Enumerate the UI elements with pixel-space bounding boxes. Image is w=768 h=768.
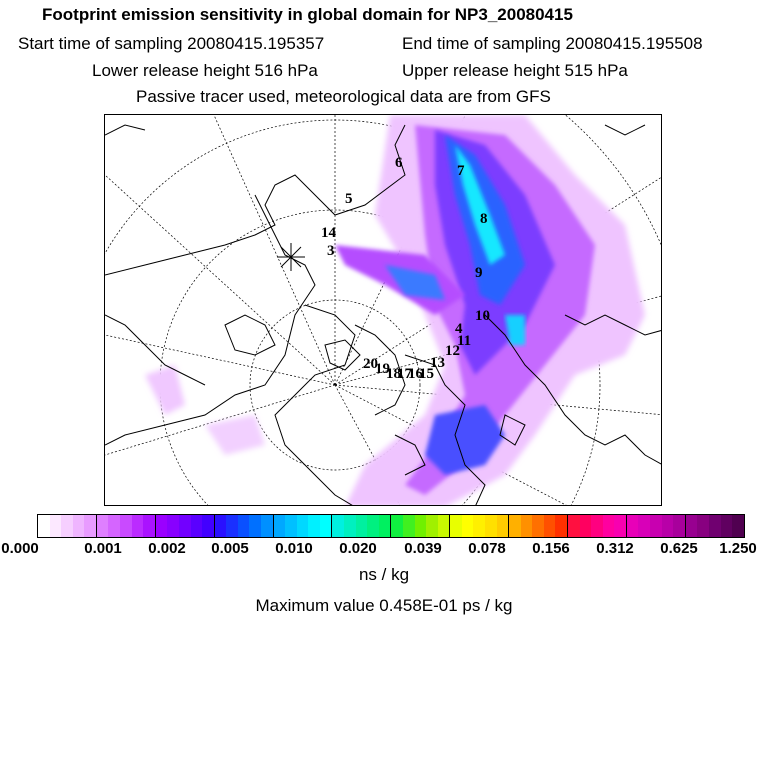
trajectory-label: 8 <box>480 211 488 227</box>
colorbar-swatch <box>261 515 274 537</box>
colorbar-tick-label: 0.625 <box>660 540 698 557</box>
colorbar-swatch <box>438 515 451 537</box>
colorbar-swatch <box>650 515 662 537</box>
colorbar-swatch <box>391 515 403 537</box>
trajectory-label: 15 <box>419 366 434 382</box>
colorbar-tick-label: 0.078 <box>468 540 506 557</box>
footprint-map <box>104 114 662 506</box>
trajectory-label: 16 <box>408 366 423 382</box>
colorbar-swatch <box>308 515 320 537</box>
colorbar-swatch <box>521 515 533 537</box>
trajectory-label: 12 <box>445 343 460 359</box>
colorbar-unit: ns / kg <box>358 565 410 584</box>
colorbar-swatch <box>568 515 580 537</box>
trajectory-label: 5 <box>345 191 353 207</box>
colorbar-tick-label: 0.005 <box>211 540 249 557</box>
colorbar-tick-label: 0.156 <box>532 540 570 557</box>
colorbar-swatch <box>544 515 556 537</box>
trajectory-label: 10 <box>475 308 490 324</box>
colorbar-swatch <box>662 515 674 537</box>
colorbar-swatch <box>673 515 686 537</box>
colorbar-tick-label: 0.312 <box>596 540 634 557</box>
trajectory-label: 19 <box>375 361 390 377</box>
colorbar-swatch <box>379 515 392 537</box>
trajectory-label: 17 <box>397 366 412 382</box>
trajectory-label: 4 <box>455 321 463 337</box>
colorbar-tick-label: 1.250 <box>719 540 757 557</box>
lower-height-label: Lower release height 516 hPa <box>92 61 318 80</box>
colorbar-swatch <box>332 515 344 537</box>
trajectory-label: 13 <box>430 355 445 371</box>
colorbar-swatch <box>462 515 474 537</box>
start-time-label: Start time of sampling 20080415.195357 <box>18 34 325 53</box>
colorbar-swatch <box>532 515 544 537</box>
colorbar-swatch <box>285 515 297 537</box>
trajectory-label: 20 <box>363 356 378 372</box>
colorbar-swatch <box>686 515 698 537</box>
colorbar-swatch <box>450 515 462 537</box>
colorbar-swatch <box>167 515 179 537</box>
colorbar-swatch <box>73 515 85 537</box>
tracer-note: Passive tracer used, meteorological data are from GFS <box>136 87 551 106</box>
colorbar <box>37 514 745 538</box>
colorbar-tick-label: 0.010 <box>275 540 313 557</box>
colorbar-swatch <box>591 515 603 537</box>
colorbar-swatch <box>38 515 50 537</box>
colorbar-tick-label: 0.039 <box>404 540 442 557</box>
trajectory-label: 9 <box>475 265 483 281</box>
colorbar-swatch <box>697 515 709 537</box>
colorbar-swatch <box>603 515 615 537</box>
colorbar-swatch <box>473 515 485 537</box>
colorbar-swatch <box>179 515 191 537</box>
upper-height-label: Upper release height 515 hPa <box>402 61 628 80</box>
trajectory-label: 14 <box>321 225 336 241</box>
colorbar-swatch <box>238 515 250 537</box>
trajectory-label: 18 <box>386 366 401 382</box>
colorbar-swatch <box>320 515 333 537</box>
colorbar-swatch <box>580 515 592 537</box>
colorbar-swatch <box>709 515 721 537</box>
colorbar-swatch <box>497 515 510 537</box>
colorbar-swatch <box>249 515 261 537</box>
colorbar-swatch <box>485 515 497 537</box>
colorbar-swatch <box>297 515 309 537</box>
colorbar-swatch <box>143 515 156 537</box>
colorbar-swatch <box>509 515 521 537</box>
colorbar-swatch <box>403 515 415 537</box>
colorbar-tick-label: 0.002 <box>148 540 186 557</box>
colorbar-swatch <box>84 515 97 537</box>
colorbar-swatch <box>426 515 438 537</box>
trajectory-label: 6 <box>395 155 403 171</box>
trajectory-label: 3 <box>327 243 335 259</box>
colorbar-tick-label: 0.020 <box>339 540 377 557</box>
end-time-label: End time of sampling 20080415.195508 <box>402 34 703 53</box>
colorbar-swatch <box>61 515 73 537</box>
colorbar-swatch <box>415 515 427 537</box>
colorbar-swatch <box>215 515 227 537</box>
colorbar-swatch <box>108 515 120 537</box>
colorbar-swatch <box>555 515 568 537</box>
plot-title: Footprint emission sensitivity in global domain for NP3_20080415 <box>42 5 573 24</box>
colorbar-swatch <box>226 515 238 537</box>
colorbar-swatch <box>191 515 203 537</box>
colorbar-tick-label: 0.000 <box>1 540 39 557</box>
colorbar-swatch <box>156 515 168 537</box>
map-canvas <box>105 115 662 506</box>
colorbar-swatch <box>721 515 733 537</box>
colorbar-swatch <box>274 515 286 537</box>
sensitivity-field <box>145 115 645 506</box>
colorbar-swatch <box>50 515 62 537</box>
colorbar-tick-label: 0.001 <box>84 540 122 557</box>
colorbar-swatch <box>120 515 132 537</box>
release-point-icon <box>277 243 305 271</box>
trajectory-label: 11 <box>457 333 472 349</box>
colorbar-swatch <box>367 515 379 537</box>
colorbar-swatch <box>97 515 109 537</box>
colorbar-swatch <box>638 515 650 537</box>
trajectory-label: 7 <box>457 163 465 179</box>
maximum-value-label: Maximum value 0.458E-01 ps / kg <box>255 596 513 615</box>
colorbar-swatch <box>344 515 356 537</box>
colorbar-swatch <box>627 515 639 537</box>
colorbar-swatch <box>732 515 744 537</box>
colorbar-swatch <box>132 515 144 537</box>
colorbar-swatch <box>202 515 215 537</box>
colorbar-swatch <box>614 515 627 537</box>
colorbar-swatch <box>356 515 368 537</box>
